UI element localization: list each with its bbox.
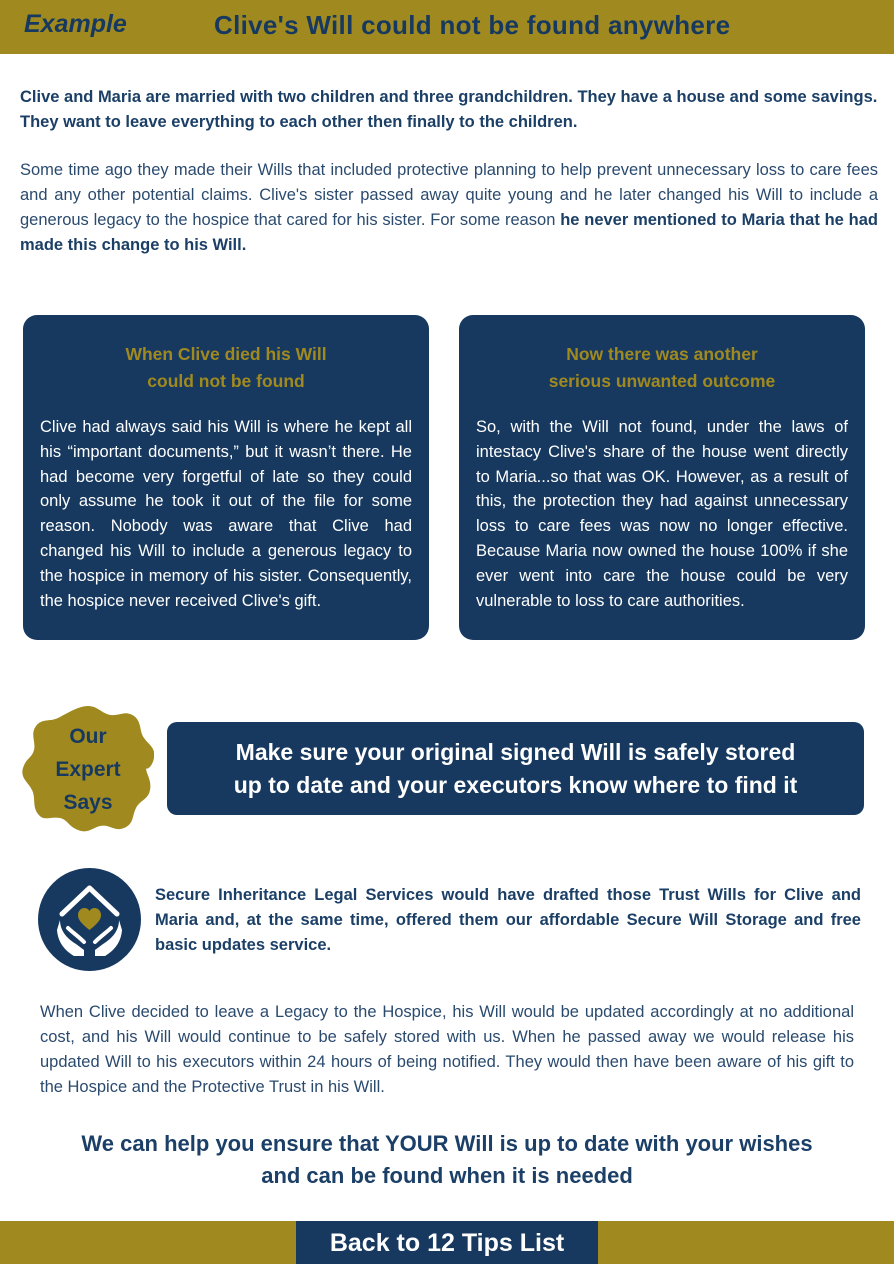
- back-to-tips-button[interactable]: Back to 12 Tips List: [296, 1221, 598, 1264]
- home-heart-hands-icon: [38, 868, 141, 971]
- badge-line: Expert: [55, 758, 121, 781]
- card-body: So, with the Will not found, under the laws of intestacy Clive's share of the house went directly to Maria...so that was OK. However, as a result of this, the protection they had against unnecessary loss to care fees was now no longer effective. Because Maria now owned the house 100% if she ever went into care the house could be very vulnerable to loss to care authorities.: [476, 418, 848, 610]
- secure-services-text: Secure Inheritance Legal Services would have drafted those Trust Wills for Clive and Maria and, at the same time, offered them our affordable Secure Will Storage and free basic updates service.: [155, 886, 861, 954]
- our-expert-says-badge: [22, 704, 154, 832]
- card-heading-line1: When Clive died his Will: [125, 344, 327, 364]
- card-heading-line1: Now there was another: [566, 344, 758, 364]
- intro-body-paragraph: [20, 158, 878, 258]
- card-body: Clive had always said his Will is where he kept all his “important documents,” but it wasn’t there. He had become very forgetful of late so they could only assume he took it out of the file for some reason. Nobody was aware that Clive had changed his Will to include a generous legacy to the hospice in memory of his sister. Consequently, the hospice never received Clive's gift.: [40, 418, 412, 610]
- card-heading-line2: serious unwanted outcome: [548, 371, 776, 391]
- legacy-paragraph: When Clive decided to leave a Legacy to the Hospice, his Will would be updated accordingly at no additional cost, and his Will would continue to be safely stored with us. When he passed away we would release his updated Will to his executors within 24 hours of being notified. They would then have been aware of his gift to the Hospice and the Protective Trust in his Will.: [40, 1003, 854, 1096]
- example-label: Example: [24, 10, 127, 38]
- page-title: Clive's Will could not be found anywhere: [214, 10, 731, 40]
- will-not-found-card: [23, 315, 429, 640]
- expert-advice-banner: [167, 722, 864, 815]
- card-heading-line2: could not be found: [147, 371, 305, 391]
- unwanted-outcome-card: [459, 315, 865, 640]
- header-bar: [0, 0, 894, 54]
- card-heading: [459, 341, 865, 395]
- banner-line1: Make sure your original signed Will is safely stored: [235, 739, 796, 765]
- card-heading: [23, 341, 429, 395]
- badge-line: Says: [63, 791, 113, 814]
- intro-body-emphasis: he never mentioned to Maria that he had made this change to his Will.: [20, 211, 878, 254]
- closing-line2: and can be found when it is needed: [261, 1163, 633, 1188]
- badge-text: [22, 720, 154, 819]
- intro-body-text: Some time ago they made their Wills that included protective planning to help prevent unnecessary loss to care fees and any other potential claims. Clive's sister passed away quite young and he later changed his Will to include a generous legacy to the hospice that cared for his sister. For some reason: [20, 161, 878, 229]
- banner-line2: up to date and your executors know where to find it: [233, 772, 798, 798]
- intro-bold-paragraph: Clive and Maria are married with two children and three grandchildren. They have a house and some savings. They want to leave everything to each other then finally to the children.: [20, 88, 878, 131]
- badge-line: Our: [69, 725, 107, 748]
- closing-line1: We can help you ensure that YOUR Will is up to date with your wishes: [81, 1131, 813, 1156]
- closing-statement: [40, 1128, 854, 1192]
